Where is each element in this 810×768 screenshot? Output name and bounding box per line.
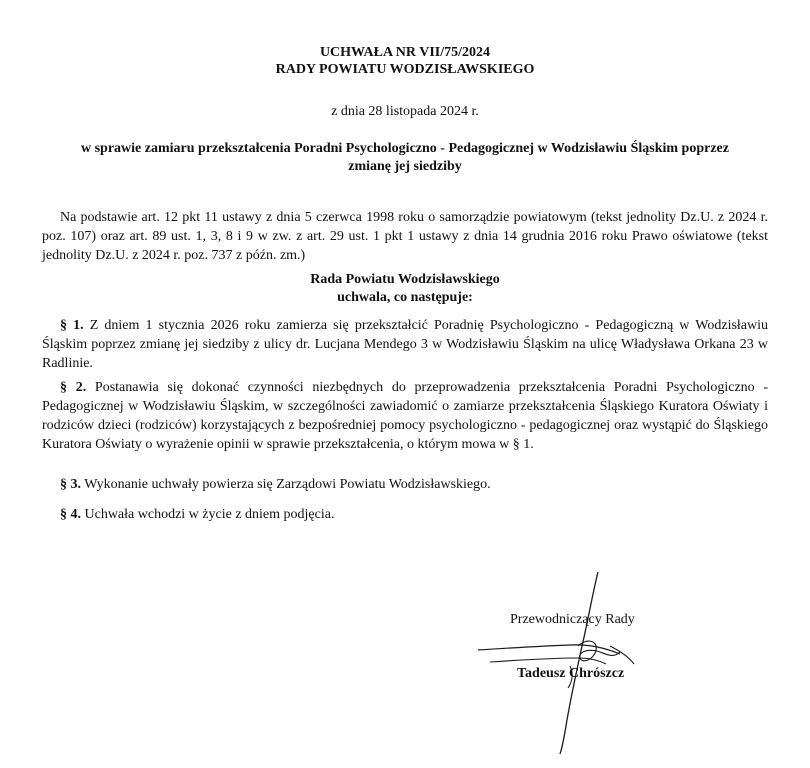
resolution-subject	[40, 140, 770, 176]
resolution-number: UCHWAŁA NR VII/75/2024	[319, 45, 491, 60]
council-name: RADY POWIATU WODZISŁAWSKIEGO	[275, 62, 535, 77]
subject-line-1: w sprawie zamiaru przekształcenia Poradni Psychologiczno - Pedagogicznej w Wodzisławiu Śląskim poprzez	[81, 141, 729, 156]
signatory-name: Tadeusz Chrószcz	[517, 666, 625, 681]
section-1-number: § 1.	[60, 318, 84, 333]
council-title: Rada Powiatu Wodzisławskiego	[310, 272, 500, 287]
section-4-number: § 4.	[60, 507, 81, 522]
handwritten-signature-icon	[470, 566, 650, 756]
signatory-role: Przewodniczący Rady	[510, 612, 635, 627]
resolution-header	[0, 44, 810, 78]
section-2-number: § 2.	[60, 380, 87, 395]
section-4	[42, 505, 768, 524]
section-3-text: Wykonanie uchwały powierza się Zarządowi Powiatu Wodzisławskiego.	[84, 477, 491, 492]
section-2	[42, 378, 768, 454]
council-resolves: uchwala, co następuje:	[337, 290, 473, 305]
subject-line-2: zmianę jej siedziby	[348, 159, 462, 174]
council-decision-heading	[0, 271, 810, 307]
section-4-text: Uchwała wchodzi w życie z dniem podjęcia.	[84, 507, 335, 522]
legal-basis-paragraph: Na podstawie art. 12 pkt 11 ustawy z dnia 5 czerwca 1998 roku o samorządzie powiatowym (tekst jednolity Dz.U. z 2024 r. poz. 107) oraz art. 89 ust. 1, 3, 8 i 9 w zw. z art. 29 ust. 1 pkt 1 ustawy z dnia 14 grudnia 2016 roku Prawo oświatowe (tekst jednolity Dz.U. z 2024 r. poz. 737 z późn. zm.)	[42, 210, 768, 263]
section-1	[42, 316, 768, 373]
resolution-date: z dnia 28 listopada 2024 r.	[331, 104, 479, 119]
section-2-text: Postanawia się dokonać czynności niezbędnych do przeprowadzenia przekształcenia Poradni Psychologiczno - Pedagogicznej w Wodzisławiu Śląskim, w szczególności zawiadomić o zamiarze przekształcenia Śląskiego Kuratora Oświaty i rodziców dzieci (rodziców) korzystających z bezpośredniej pomocy psychologiczno - pedagogicznej oraz wystąpić do Śląskiego Kuratora Oświaty o wyrażenie opinii w sprawie przekształcenia, o którym mowa w § 1.	[42, 380, 769, 452]
section-3-number: § 3.	[60, 477, 81, 492]
section-3	[42, 475, 768, 494]
section-1-text: Z dniem 1 stycznia 2026 roku zamierza się przekształcić Poradnię Psychologiczno - Pedagogiczną w Wodzisławiu Śląskim poprzez zmianę jej siedziby z ulicy dr. Lucjana Mendego 3 w Wodzisławiu Śląskim na ulicę Władysława Orkana 23 w Radlinie.	[42, 318, 769, 371]
